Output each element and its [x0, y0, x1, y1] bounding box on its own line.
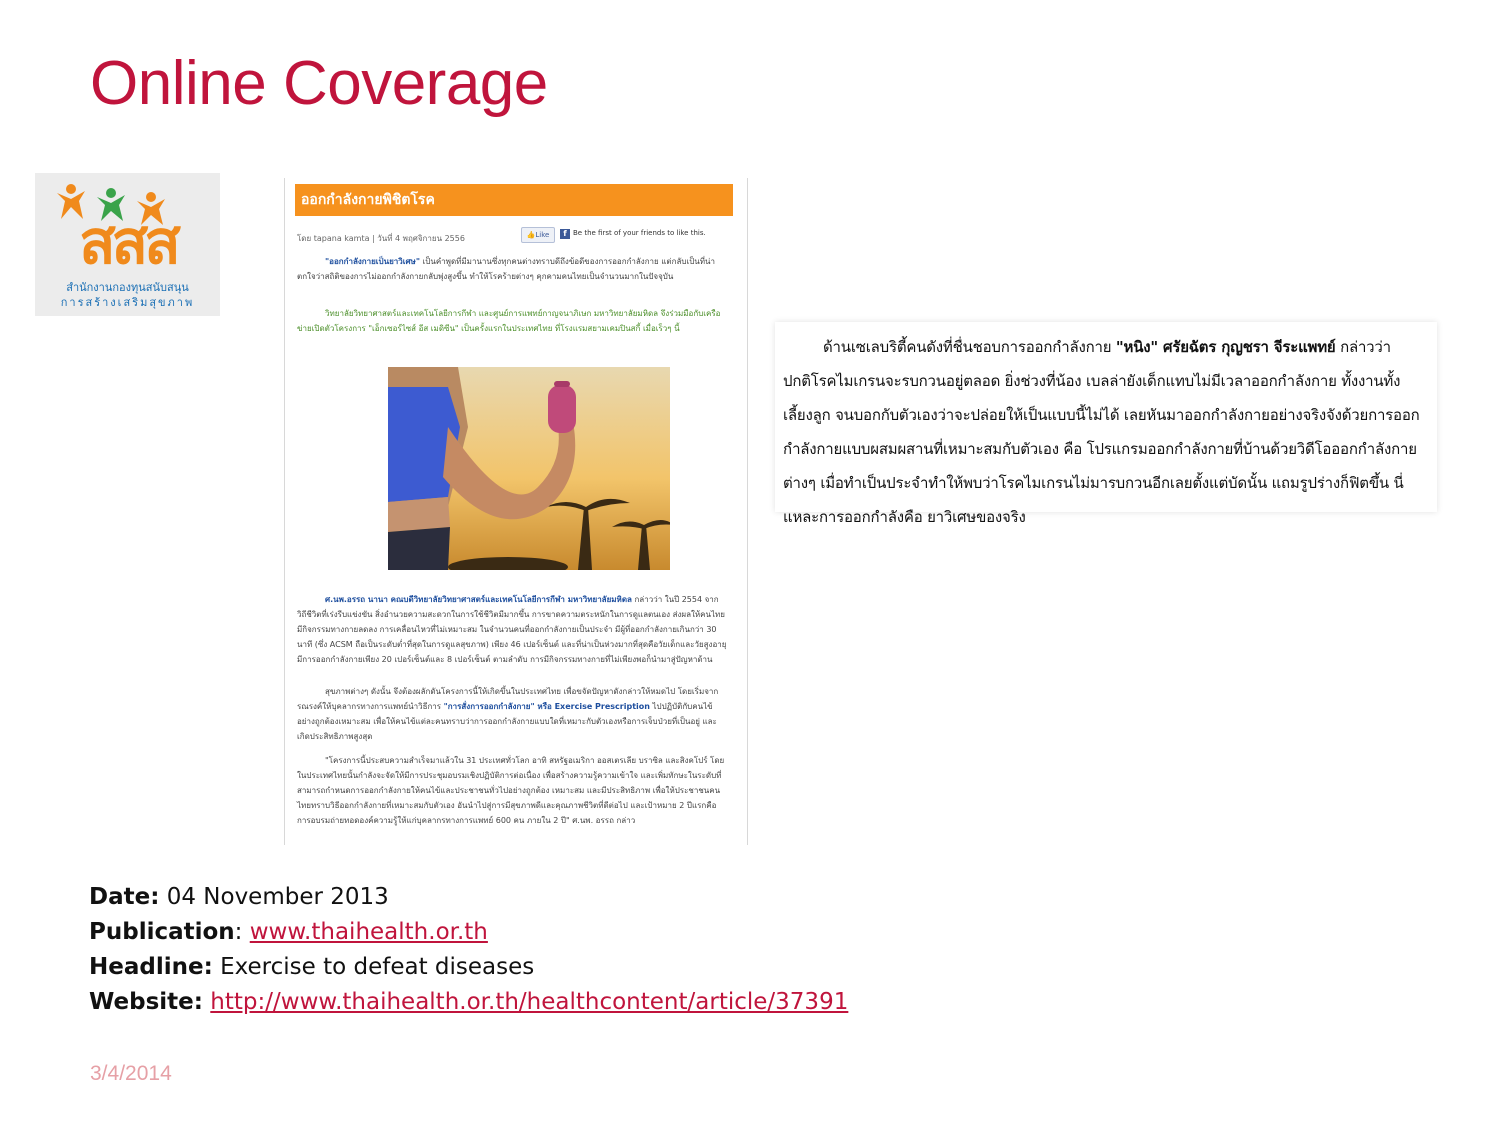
- exercise-prescription-term: "การสั่งการออกกำลังกาย" หรือ Exercise Prescription: [443, 702, 650, 711]
- article-header: ออกกำลังกายพิชิตโรค: [295, 184, 733, 216]
- article-photo: [388, 367, 670, 570]
- headline-row: [89, 950, 848, 985]
- article-paragraph-4-text-a: สุขภาพต่างๆ ดังนั้น จึงต้องผลักดันโครงการนี้ให้เกิดขึ้นในประเทศไทย เพื่อขจัดปัญหาดังกล่าวให้หมดไป โดยเริ่มจากรณรงค์ให้บุคลากรทางการแพทย์นำวิธีการ: [297, 687, 719, 711]
- article-paragraph-3: [297, 592, 727, 667]
- article-paragraph-1-text: เป็นคำพูดที่มีมานานซึ่งทุกคนต่างทราบดีถึงข้อดีของการออกกำลังกาย แต่กลับเป็นที่น่าตกใจว่าสถิติของการไม่ออกกำลังกายกลับพุ่งสูงขึ้น ทำให้โรคร้ายต่างๆ คุกคามคนไทยเป็นจำนวนมากในปัจจุบัน: [297, 257, 715, 281]
- article-byline: โดย tapana kamta | วันที่ 4 พฤศจิกายน 2556: [297, 234, 465, 243]
- headline-value: Exercise to defeat diseases: [212, 954, 535, 980]
- slide-title: Online Coverage: [90, 49, 548, 118]
- article-paragraph-3-text: กล่าวว่า ในปี 2554 จากวิถีชีวิตที่เร่งรีบแข่งขัน สิ่งอำนวยความสะดวกในการใช้ชีวิตมีมากขึ้น การขาดความตระหนักในการดูแลตนเอง ส่งผลให้คนไทยมีกิจกรรมทางกายลดลง การเคลื่อนไหวที่ไม่เหมาะสม ในจำนวนคนที่ออกกำลังกายเป็นประจำ มีผู้ที่ออกกำลังกายเกินกว่า 30 นาที (ซึ่ง ACSM ถือเป็นระดับต่ำที่สุดในการดูแลสุขภาพ) เพียง 46 เปอร์เซ็นต์ และที่น่าเป็นห่วงมากที่สุดคือวัยเด็กและวัยสูงอายุมีการออกกำลังกายเพียง 20 เปอร์เซ็นต์และ 8 เปอร์เซ็นต์ ตามลำดับ การมีกิจกรรมทางกายที่ไม่เพียงพอก็นำมาสู่ปัญหาด้าน: [297, 595, 727, 664]
- article-paragraph-1: [297, 254, 727, 284]
- like-label: Like: [535, 231, 550, 239]
- celebrity-name: "หนิง" ศรัยฉัตร กุญชรา จีระแพทย์: [1115, 338, 1336, 356]
- celebrity-quote-text-a: ด้านเซเลบริตี้คนดังที่ชื่นชอบการออกกำลังกาย: [823, 338, 1116, 356]
- article-paragraph-2: วิทยาลัยวิทยาศาสตร์และเทคโนโลยีการกีฬา และศูนย์การแพทย์กาญจนาภิเษก มหาวิทยาลัยมหิดล จึงร่วมมือกับเครือข่ายเปิดตัวโครงการ "เอ็กเซอร์ไซส์ อีส เมดิซีน" เป็นครั้งแรกในประเทศไทย ที่โรงแรมสยามเคมปินสกี้ เมื่อเร็วๆ นี้: [297, 309, 721, 333]
- celebrity-quote-excerpt: [775, 322, 1437, 526]
- article-paragraph-4: [297, 684, 727, 744]
- article-paragraph-5: "โครงการนี้ประสบความสำเร็จมาแล้วใน 31 ประเทศทั่วโลก อาทิ สหรัฐอเมริกา ออสเตรเลีย บราซิล และสิงคโปร์ โดยในประเทศไทยนั้นกำลังจะจัดให้มีการประชุมอบรมเชิงปฏิบัติการต่อเนื่อง เพื่อสร้างความรู้ความเข้าใจ และเพิ่มทักษะในระดับที่สามารถกำหนดการออกกำลังกายให้คนไข้และประชาชนทั่วไปอย่างถูกต้อง เหมาะสม และมีประสิทธิภาพ เพื่อให้ประชาชนคนไทยทราบวิธีออกกำลังกายที่เหมาะสมกับตัวเอง อันนำไปสู่การมีสุขภาพดีและคุณภาพชีวิตที่ดีต่อไป และเป้าหมาย 2 ปีแรกคือ การอบรมถ่ายทอดองค์ความรู้ให้แก่บุคลากรทางการแพทย์ 600 คน ภายใน 2 ปี" ศ.นพ. อรรถ กล่าว: [297, 756, 725, 825]
- footer-date: 3/4/2014: [90, 1062, 172, 1085]
- logo-line-2: การสร้างเสริมสุขภาพ: [60, 296, 195, 309]
- publication-separator: :: [234, 919, 250, 945]
- publication-label: Publication: [89, 919, 235, 945]
- publication-link[interactable]: www.thaihealth.or.th: [249, 919, 488, 945]
- date-value: 04 November 2013: [159, 884, 389, 910]
- logo-line-1: สำนักงานกองทุนสนับสนุน: [66, 281, 189, 294]
- facebook-icon: f: [560, 229, 570, 239]
- article-paragraph-4-text-b: ไปปฏิบัติกับคนไข้อย่างถูกต้องเหมาะสม เพื่อให้คนไข้แต่ละคนทราบว่าการออกกำลังกายแบบใดที่เหมาะกับตัวเองหรือการเจ็บป่วยที่เป็นอยู่ และเกิดประสิทธิภาพสูงสุด: [297, 702, 717, 741]
- facebook-social-text: Be the first of your friends to like this.: [573, 229, 706, 237]
- thumbs-up-icon: 👍: [526, 231, 536, 239]
- website-link[interactable]: http://www.thaihealth.or.th/healthcontent/article/37391: [210, 989, 849, 1015]
- article-quoted-speaker: ศ.นพ.อรรถ นานา คณบดีวิทยาลัยวิทยาศาสตร์และเทคโนโลยีการกีฬา มหาวิทยาลัยมหิดล: [325, 595, 632, 604]
- date-row: [89, 880, 848, 915]
- thaihealth-logo: [35, 173, 220, 316]
- date-label: Date:: [89, 884, 160, 910]
- article-clipping: [284, 178, 748, 845]
- article-quote: "ออกกำลังกายเป็นยาวิเศษ": [325, 257, 420, 266]
- publication-row: [89, 915, 848, 950]
- website-label: Website:: [89, 989, 203, 1015]
- facebook-like-button[interactable]: [521, 227, 555, 243]
- website-row: [89, 985, 848, 1020]
- coverage-info: [89, 880, 848, 1020]
- logo-mark: สสส: [79, 208, 177, 278]
- celebrity-quote-text: [783, 330, 1423, 534]
- headline-label: Headline:: [89, 954, 213, 980]
- celebrity-quote-text-b: กล่าวว่า ปกติโรคไมเกรนจะรบกวนอยู่ตลอด ยิ่งช่วงที่น้อง เบลล่ายังเด็กแทบไม่มีเวลาออกกำลังกาย ทั้งงานทั้งเลี้ยงลูก จนบอกกับตัวเองว่าจะปล่อยให้เป็นแบบนี้ไม่ได้ เลยหันมาออกกำลังกายอย่างจริงจังด้วยการออกกำลังกายแบบผสมผสานที่เหมาะสมกับตัวเอง คือ โปรแกรมออกกำลังกายที่บ้านด้วยวิดีโอออกกำลังกายต่างๆ เมื่อทำเป็นประจำทำให้พบว่าโรคไมเกรนไม่มารบกวนอีกเลยตั้งแต่บัดนั้น แถมรูปร่างก็ฟิตขึ้น นี่แหละการออกกำลังคือ ยาวิเศษของจริง: [783, 338, 1420, 526]
- woman-with-dumbbell-image: [388, 367, 670, 570]
